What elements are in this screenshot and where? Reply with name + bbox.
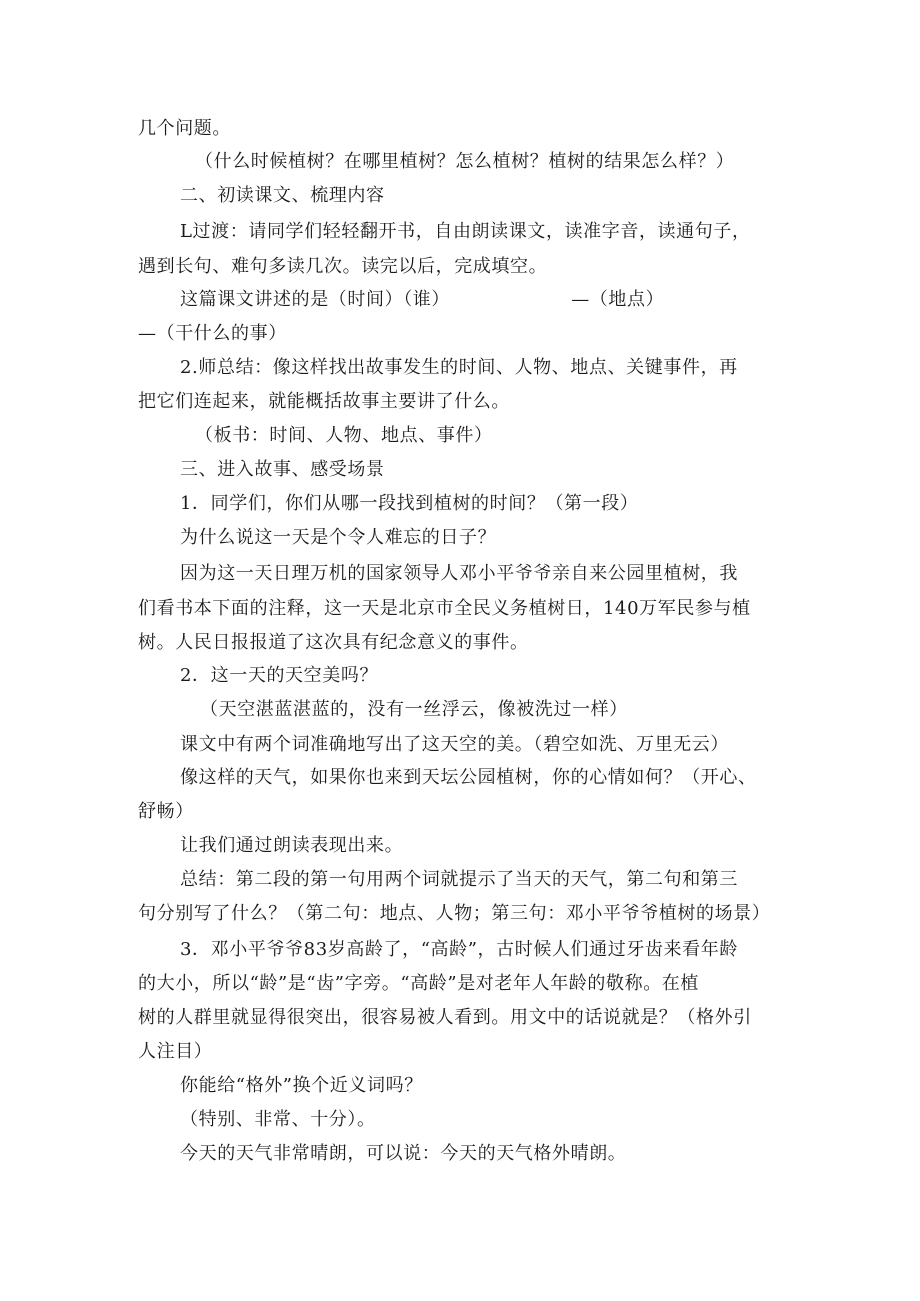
text-line: 今天的天气非常晴朗，可以说：今天的天气格外晴朗。 <box>180 1143 627 1164</box>
text-line: 因为这一天日理万机的国家领导人邓小平爷爷亲自来公园里植树，我 <box>180 563 738 584</box>
text-line: 课文中有两个词准确地写出了这天空的美。（碧空如洗、万里无云） <box>180 734 729 755</box>
text-line: 总结：第二段的第一句用两个词就提示了当天的天气，第二句和第三 <box>180 869 738 890</box>
text-line: 你能给“格外”换个近义词吗？ <box>180 1075 423 1096</box>
text-line: 2．这一天的天空美吗？ <box>180 665 379 686</box>
text-line: 1．同学们，你们从哪一段找到植树的时间？（第一段） <box>180 493 639 514</box>
text-line: （板书：时间、人物、地点、事件） <box>195 425 493 446</box>
text-line: 遇到长句、难句多读几次。读完以后，完成填空。 <box>138 256 548 277</box>
section-heading: 二、初读课文、梳理内容 <box>180 185 385 206</box>
text-line: —（干什么的事） <box>138 323 287 344</box>
text-line: 把它们连起来，就能概括故事主要讲了什么。 <box>138 391 510 412</box>
text-line: 的大小，所以“龄”是“齿”字旁。“高龄”是对老年人年龄的敬称。在植 <box>138 973 700 994</box>
section-heading: 三、进入故事、感受场景 <box>180 459 385 480</box>
text-line: 让我们通过朗读表现出来。 <box>180 835 404 856</box>
text-line: 为什么说这一天是个令人难忘的日子？ <box>180 527 497 548</box>
text-line: 这篇课文讲述的是（时间）（谁） —（地点） <box>180 289 665 310</box>
text-line: 树。人民日报报道了这次具有纪念意义的事件。 <box>138 632 529 653</box>
text-line: 树的人群里就显得很突出，很容易被人看到。用文中的话说就是？（格外引 <box>138 1007 752 1028</box>
text-line: L过渡：请同学们轻轻翻开书，自由朗读课文，读准字音，读通句子， <box>180 221 751 242</box>
text-line: （特别、非常、十分）。 <box>180 1109 376 1130</box>
text-line: 们看书本下面的注释，这一天是北京市全民义务植树日，140万军民参与植 <box>138 598 751 619</box>
text-line: 3．邓小平爷爷83岁高龄了，“高龄”，古时候人们通过牙齿来看年龄 <box>180 939 738 960</box>
text-line: 句分别写了什么？（第二句：地点、人物；第三句：邓小平爷爷植树的场景） <box>138 903 771 924</box>
text-line: 人注目） <box>138 1041 213 1062</box>
text-line: （什么时候植树？在哪里植树？怎么植树？植树的结果怎么样？） <box>195 151 735 172</box>
text-line: 2.师总结：像这样找出故事发生的时间、人物、地点、关键事件，再 <box>180 357 738 378</box>
text-line: 像这样的天气，如果你也来到天坛公园植树，你的心情如何？（开心、 <box>180 767 757 788</box>
text-line: 几个问题。 <box>138 118 231 139</box>
text-line: 舒畅） <box>138 801 194 822</box>
text-line: （天空湛蓝湛蓝的，没有一丝浮云，像被洗过一样） <box>200 699 628 720</box>
